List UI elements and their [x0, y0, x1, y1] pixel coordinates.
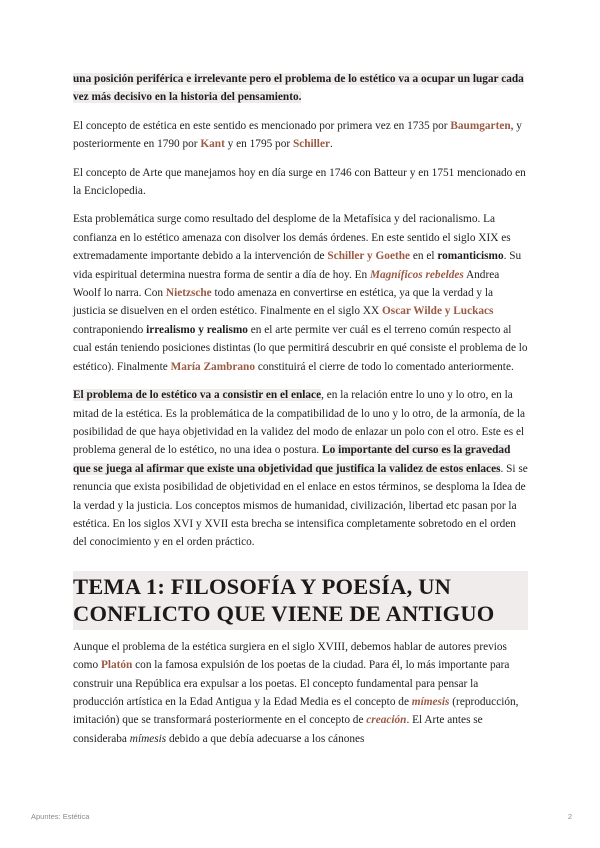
footer-title: Apuntes: Estética: [31, 812, 90, 821]
text: contraponiendo: [73, 323, 147, 336]
text: constituirá el cierre de todo lo comentado anteriormente.: [255, 360, 514, 373]
paragraph-arte: [73, 164, 528, 201]
term-mimesis: mímesis: [411, 695, 450, 708]
text: El concepto de Arte que manejamos hoy en día surge en 1746 con Batteur y en 1751 mencionado en la Enciclopedia.: [73, 166, 526, 198]
text: , en la relación entre lo uno y lo otro, en la mitad de la estética. Es la problemática de la compatibilidad de lo uno y lo otro, de la armonía, de la posibilidad de que haya objetividad en la validez del modo de enlazar un polo con el otro. Este es el problema general de lo estético, no una idea o postura.: [73, 389, 526, 457]
author-schiller: Schiller: [292, 138, 330, 151]
text: . El Arte antes se consideraba: [73, 714, 483, 745]
highlighted-text: una posición periférica e irrelevante pero el problema de lo estético va a ocupar un lugar cada vez más decisivo en la historia del pensamiento.: [73, 73, 524, 104]
term-creacion: creación: [366, 714, 407, 727]
highlighted-text: Lo importante del curso es la gravedad que se juega al afirmar que existe una objetividad que justifica la validez de estos enlaces: [73, 444, 511, 475]
text: con la famosa expulsión de los poetas de la ciudad. Para él, lo más importante para construir una República era expulsar a los poetas. El concepto fundamental para pensar la producción artística en la Edad Antigua y la Edad Media es el concepto de: [73, 659, 510, 708]
text: (reproducción, imitación) que se transformará posteriormente en el concepto de: [73, 695, 519, 727]
section-heading: TEMA 1: FILOSOFÍA Y POESÍA, UN CONFLICTO QUE VIENE DE ANTIGUO: [73, 571, 528, 630]
term-irrealismo-realismo: irrealismo y realismo: [146, 323, 248, 336]
author-nietzsche: Nietzsche: [165, 287, 212, 300]
highlighted-text: El problema de lo estético va a consistir en el enlace: [73, 389, 322, 402]
text: Esta problemática surge como resultado del desplome de la Metafísica y del racionalismo. La confianza en lo estético amenaza con disolver los demás órdenes. En este sentido el siglo XIX es extremadamente importante debido a la intervención de: [73, 213, 511, 263]
paragraph-baumgarten: [73, 117, 528, 154]
text: Aunque el problema de la estética surgiera en el siglo XVIII, debemos hablar de autores previos como: [73, 640, 507, 672]
author-wilde-luckacs: Oscar Wilde y Luckacs: [382, 305, 494, 318]
text: .: [329, 138, 333, 151]
page-number: 2: [567, 812, 572, 821]
author-schiller-goethe: Schiller y Goethe: [327, 250, 411, 263]
book-title: Magníficos rebeldes: [369, 268, 464, 281]
page-footer: [31, 812, 572, 821]
author-zambrano: María Zambrano: [170, 360, 255, 373]
text: todo amenaza en convertirse en estética, ya que la verdad y la justicia se disuelven en el orden estético. Finalmente en el siglo XX: [73, 287, 494, 318]
text: en el: [410, 250, 438, 263]
text: debido a que debía adecuarse a los cánones: [166, 732, 365, 745]
paragraph-problematica: [73, 210, 528, 376]
text: y en 1795 por: [224, 138, 293, 151]
text: El concepto de estética en este sentido es mencionado por primera vez en 1735 por: [73, 119, 451, 132]
paragraph-enlace: [73, 386, 528, 552]
text: . Su vida espiritual determina nuestra forma de sentir a día de hoy. En: [73, 250, 522, 281]
author-baumgarten: Baumgarten,: [450, 119, 514, 132]
term-romanticismo: romanticismo: [437, 250, 504, 263]
document-body: [73, 70, 528, 758]
paragraph-intro: [73, 70, 528, 107]
text: . Si se renuncia que exista posibilidad de objetividad en el enlace en estos términos, se desploma la Idea de la verdad y la justicia. Los conceptos mismos de humanidad, civilización, libertad etc pasan por la estética. En los siglos XVI y XVII esta brecha se intensifica completamente sobretodo en el orden del conocimiento y en el orden práctico.: [73, 462, 528, 549]
author-platon: Platón: [100, 659, 133, 672]
author-kant: Kant: [200, 138, 225, 151]
text: en el arte permite ver cuál es el terreno común respecto al cual están teniendo posiciones distintas (lo que permitirá descubrir en qué consiste el problema de lo estético). Finalmente: [73, 323, 528, 373]
paragraph-platon: [73, 638, 528, 748]
text: y posteriormente en 1790 por: [73, 119, 522, 151]
text: Andrea Woolf lo narra. Con: [73, 268, 500, 300]
term-mimesis: mímesis: [129, 732, 167, 745]
